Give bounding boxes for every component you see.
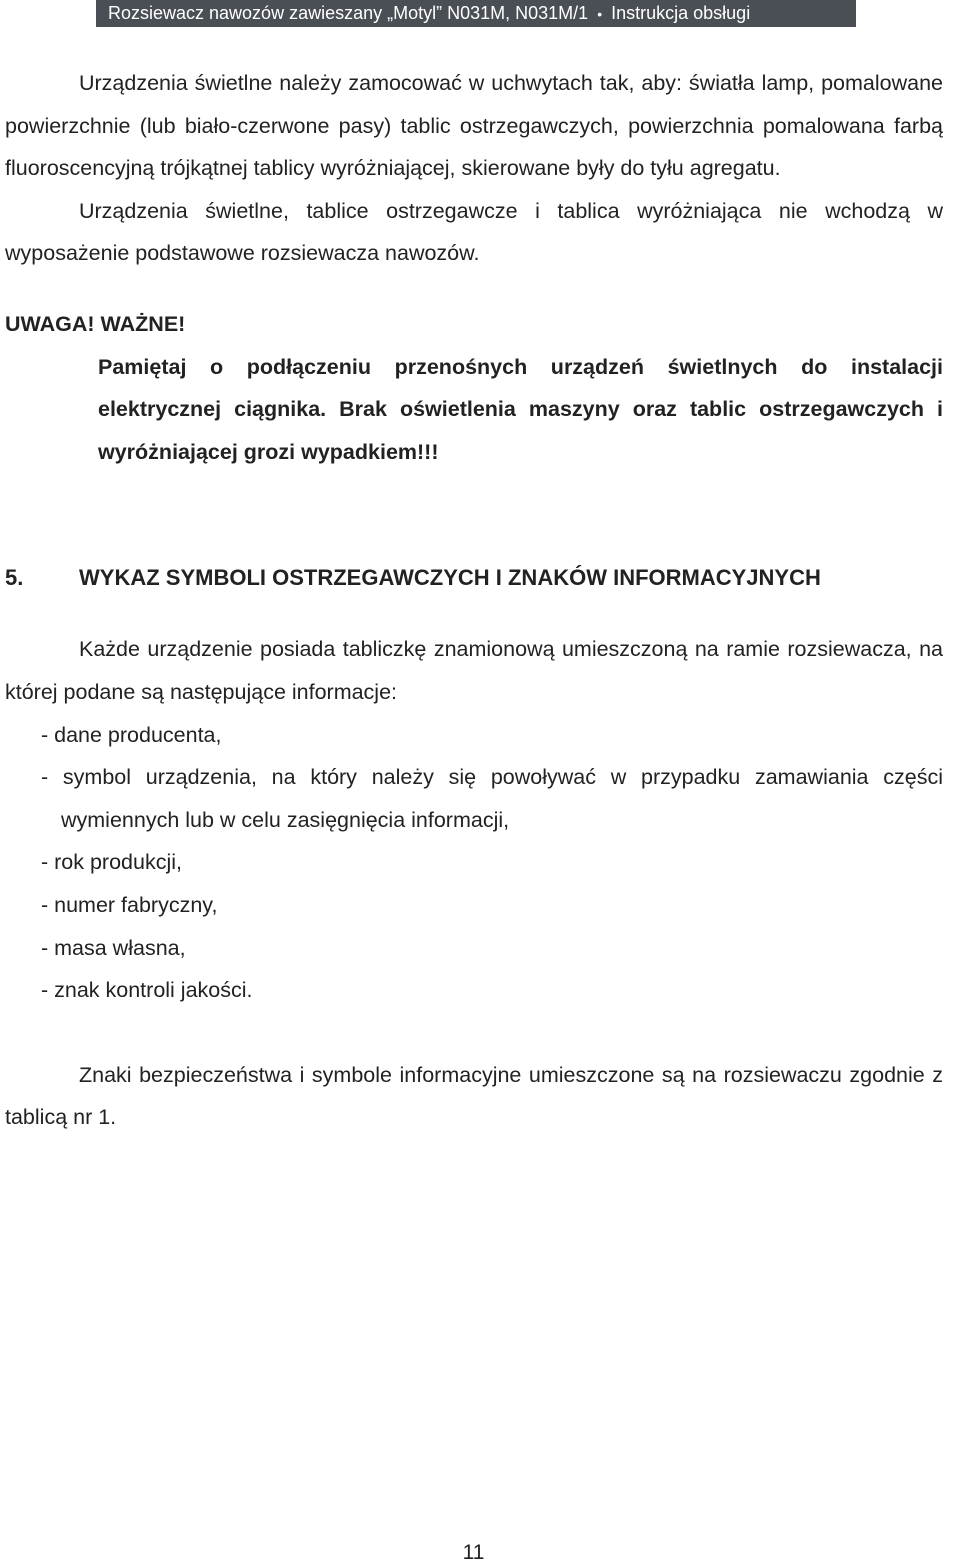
section-title: WYKAZ SYMBOLI OSTRZEGAWCZYCH I ZNAKÓW INFORMACYJNYCH	[79, 565, 821, 591]
section-number: 5.	[5, 565, 24, 591]
header-bullet: •	[597, 6, 603, 22]
warning-text: Pamiętaj o podłączeniu przenośnych urządzeń świetlnych do instalacji elektrycznej ciągnika. Brak oświetlenia maszyny oraz tablic ostrzegawczych i wyróżniającej grozi wypadkiem!!!	[98, 354, 943, 464]
paragraph-nameplate: Każde urządzenie posiada tabliczkę znamionową umieszczoną na ramie rozsiewacza, na której podane są następujące informacje:	[5, 637, 943, 704]
nameplate-info-list	[5, 714, 943, 1012]
document-body	[5, 62, 943, 1139]
list-item: - numer fabryczny,	[41, 892, 218, 917]
warning-title: UWAGA! WAŻNE!	[5, 311, 186, 336]
list-item: - symbol urządzenia, na który należy się powoływać w przypadku zamawiania części wymiennych lub w celu zasięgnięcia informacji,	[41, 765, 943, 832]
list-item: - rok produkcji,	[41, 850, 182, 875]
header-title: Rozsiewacz nawozów zawieszany „Motyl” N031M, N031M/1	[108, 3, 589, 23]
list-item: - znak kontroli jakości.	[41, 978, 253, 1003]
list-item: - masa własna,	[41, 935, 186, 960]
page-number: 11	[462, 1541, 485, 1564]
page-header	[96, 0, 856, 27]
section-heading	[5, 557, 943, 599]
list-item: - dane producenta,	[41, 722, 222, 747]
paragraph-safety-signs: Znaki bezpieczeństwa i symbole informacyjne umieszczone są na rozsiewaczu zgodnie z tablicą nr 1.	[5, 1062, 943, 1130]
paragraph-mounting: Urządzenia świetlne należy zamocować w uchwytach tak, aby: światła lamp, pomalowane powierzchnie (lub biało-czerwone pasy) tablic ostrzegawczych, powierzchnia pomalowana farbą fluoroscencyjną trójkątnej tablicy wyróżniającej, skierowane były do tyłu agregatu.	[5, 71, 943, 181]
paragraph-equipment: Urządzenia świetlne, tablice ostrzegawcze i tablica wyróżniająca nie wchodzą w wyposażenie podstawowe rozsiewacza nawozów.	[5, 198, 943, 266]
header-subtitle: Instrukcja obsługi	[611, 3, 751, 23]
